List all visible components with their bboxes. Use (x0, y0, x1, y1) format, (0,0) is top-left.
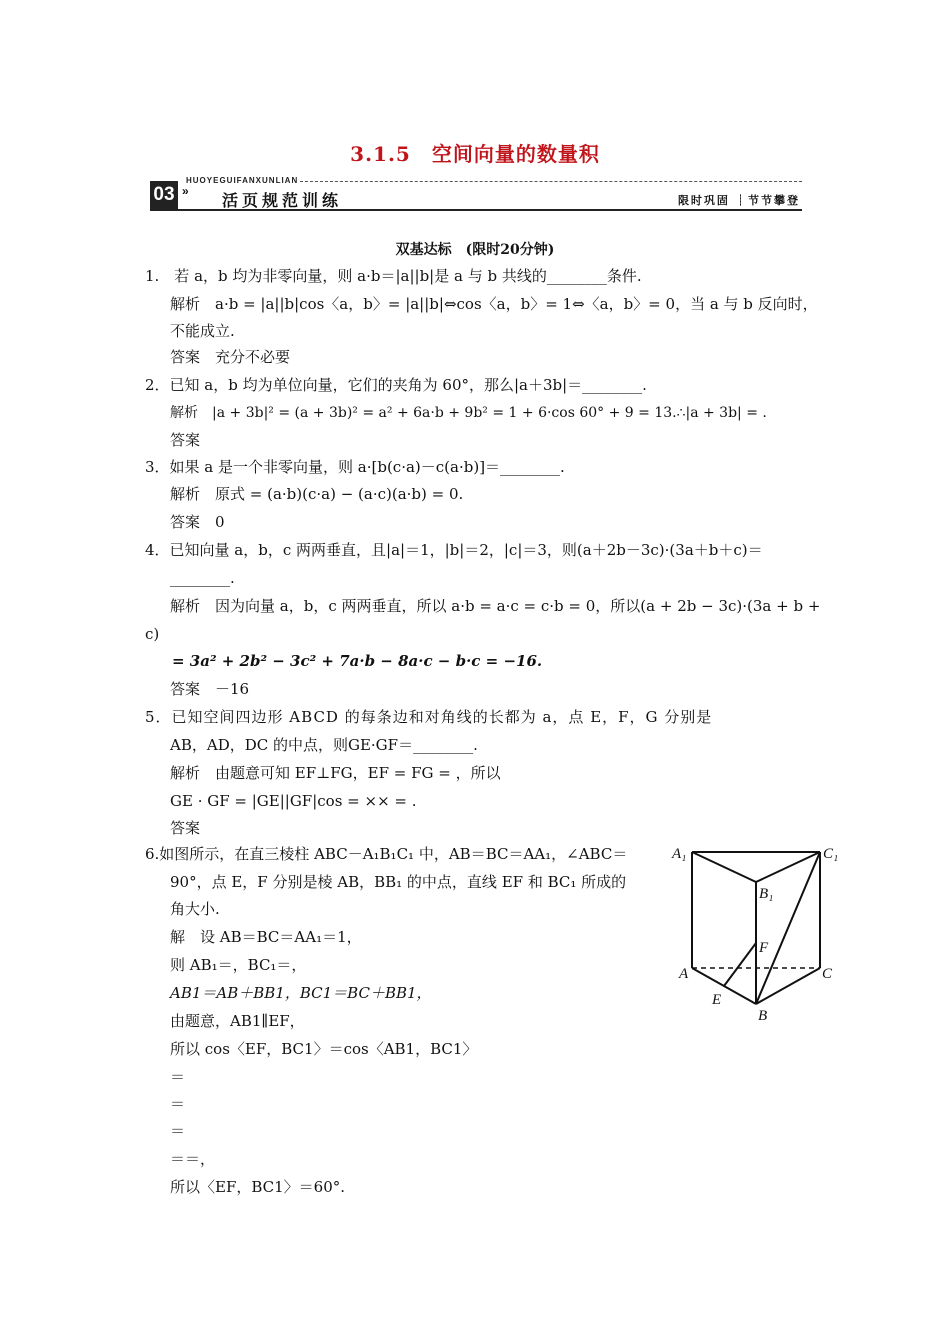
problem-4-question: 4．已知向量 a，b，c 两两垂直，且|a|＝1，|b|＝2，|c|＝3，则(a＋2b－3c)·(3a＋b＋c)＝ (145, 541, 763, 559)
problem-4-analysis-cont: c) (145, 625, 160, 643)
banner-right-label: 限时巩固 ┊节节攀登 (677, 195, 800, 207)
banner-number: 03 (150, 181, 178, 209)
banner-dashed-line (300, 181, 802, 182)
label-b: B (758, 1008, 768, 1024)
problem-3-analysis: 解析 原式 = (a·b)(c·a) − (a·c)(a·b) = 0. (170, 485, 464, 503)
solution-line: ＝ (170, 1122, 186, 1140)
problem-6-solution: 解 设 AB＝BC＝AA₁＝1， (170, 928, 362, 946)
solution-line: 则 AB₁＝，BC₁＝， (170, 956, 307, 974)
chevron-icon: » (182, 184, 189, 198)
problem-3-question: 3．如果 a 是一个非零向量，则 a·[b(c·a)－c(a·b)]＝________. (145, 458, 565, 476)
problem-2-analysis: 解析 |a + 3b|² = (a + 3b)² = a² + 6a·b + 9b² = 1 + 6·cos 60° + 9 = 13.∴|a + 3b| = . (170, 405, 767, 421)
solution-line: AB1＝AB＋BB1，BC1＝BC＋BB1， (170, 984, 432, 1002)
problem-6-question: 6.如图所示，在直三棱柱 ABC－A₁B₁C₁ 中，AB＝BC＝AA₁，∠ABC＝ (145, 845, 628, 863)
page-title: 3.1.5 空间向量的数量积 (350, 142, 600, 166)
label-e: E (712, 992, 722, 1008)
label-b1: B₁ (759, 886, 774, 902)
problem-1-answer: 答案 充分不必要 (170, 348, 291, 366)
problem-1-question: 1. 若 a，b 均为非零向量，则 a·b＝|a||b|是 a 与 b 共线的________条件. (145, 267, 642, 285)
banner-name: 活页规范训练 (222, 193, 343, 210)
solution-line: 由题意，AB1∥EF， (170, 1012, 305, 1030)
section-subtitle: 双基达标 (限时20分钟) (395, 242, 555, 258)
solution-line: ＝ (170, 1095, 186, 1113)
banner-pinyin: HUOYEGUIFANXUNLIAN (186, 176, 299, 185)
segment-bc1 (756, 852, 820, 1004)
solution-line: ＝ (170, 1068, 186, 1086)
section-banner (150, 172, 802, 214)
edge-bc (756, 968, 820, 1004)
problem-6-question-cont: 90°，点 E，F 分别是棱 AB，BB₁ 的中点，直线 EF 和 BC₁ 所成的 (170, 873, 627, 891)
edge-a1b1 (692, 852, 756, 882)
problem-1-analysis: 解析 a·b = |a||b|cos〈a，b〉= |a||b|⇔cos〈a，b〉= 1⇔〈a，b〉= 0，当 a 与 b 反向时， (170, 295, 818, 313)
problem-4-answer: 答案 －16 (170, 680, 250, 698)
problem-4-question-cont: ________. (170, 569, 235, 587)
problem-3-answer: 答案 0 (170, 513, 225, 531)
label-c: C (822, 966, 833, 982)
prism-figure (670, 838, 850, 1028)
problem-4-result: = 3a² + 2b² − 3c² + 7a·b − 8a·c − b·c = −16. (172, 652, 543, 670)
solution-line: 所以 cos〈EF，BC1〉＝cos〈AB1，BC1〉 (170, 1040, 478, 1058)
edge-b1c1 (756, 852, 820, 882)
label-c1: C₁ (823, 846, 839, 862)
problem-6-question-end: 角大小. (170, 900, 220, 918)
segment-ef (724, 943, 756, 986)
solution-conclusion: 所以〈EF，BC1〉＝60°. (170, 1178, 346, 1196)
problem-5-analysis: 解析 由题意可知 EF⊥FG，EF = FG = ，所以 (170, 764, 501, 782)
problem-2-question: 2．已知 a，b 均为单位向量，它们的夹角为 60°，那么|a＋3b|＝________. (145, 376, 647, 394)
problem-5-analysis-cont: GE · GF = |GE||GF|cos = ×× = . (170, 792, 417, 810)
problem-2-answer: 答案 (170, 431, 201, 449)
solution-line: ＝＝， (170, 1150, 216, 1168)
problem-4-analysis: 解析 因为向量 a，b，c 两两垂直，所以 a·b = a·c = c·b = 0，所以(a + 2b − 3c)·(3a + b + (170, 597, 821, 615)
problem-5-question: 5．已知空间四边形 ABCD 的每条边和对角线的长都为 a，点 E，F，G 分别是 (145, 708, 713, 726)
label-a: A (679, 966, 689, 982)
label-f: F (759, 940, 769, 956)
problem-5-answer: 答案 (170, 819, 201, 837)
label-a1: A₁ (672, 846, 687, 862)
problem-5-question-cont: AB，AD，DC 的中点，则GE·GF＝________. (170, 736, 478, 754)
problem-1-analysis-cont: 不能成立. (170, 322, 235, 340)
